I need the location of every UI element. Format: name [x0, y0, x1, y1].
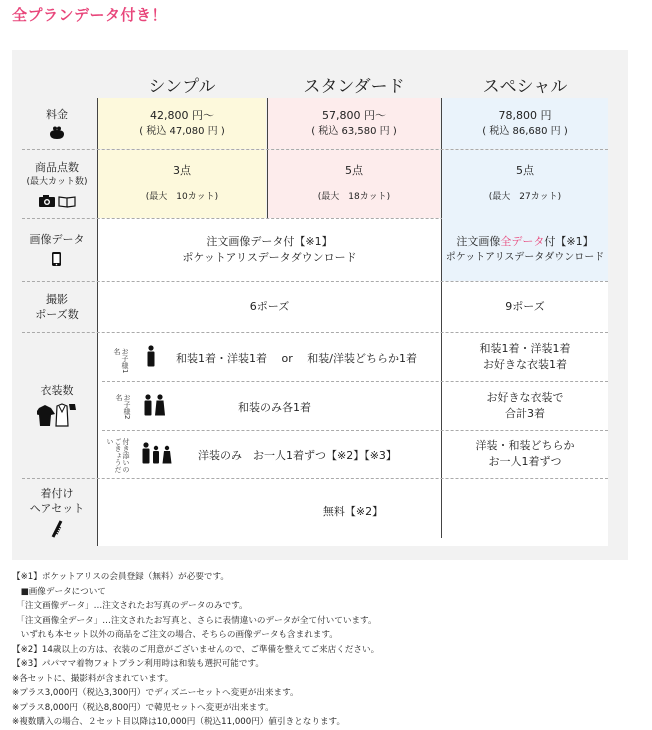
- count-special: [442, 150, 608, 218]
- costume-sub2-text: 和装のみ各1着: [238, 401, 311, 414]
- count-label: 商品点数: [35, 161, 79, 174]
- costume-sub2-special-line1: お好きな衣装で: [486, 390, 564, 404]
- poses-common: [98, 281, 441, 332]
- costume-sub1-special-line2: お好きな衣装1着: [483, 357, 567, 371]
- count-simple: [98, 150, 266, 218]
- costume-tag-3: 付き添いのごきょうだい: [106, 438, 130, 473]
- column-header-special: スペシャル: [482, 77, 568, 97]
- row-label-count: [18, 150, 96, 218]
- data-special-post: 付【※1】: [544, 234, 594, 248]
- data-special-highlight: 全データ: [500, 234, 545, 248]
- price-simple-tax: ( 税込 47,080 円 ): [139, 125, 225, 137]
- price-special: [442, 98, 608, 149]
- price-label: 料金: [46, 108, 68, 121]
- note-line: ■画像データについて: [12, 586, 106, 597]
- costume-sub2-special-line2: 合計3着: [505, 406, 545, 420]
- costume-sub1-text: 和装1着・洋装1着 or 和装/洋装どちらか1着: [176, 352, 417, 365]
- costume-sub3-special-line1: 洋装・和装どちらか: [475, 439, 575, 452]
- costume-sub2-special: [442, 381, 608, 430]
- simple-standard-divider: [267, 98, 268, 218]
- data-special: [442, 218, 608, 281]
- comb-icon: [50, 520, 64, 538]
- data-label: 画像データ: [29, 233, 85, 246]
- count-standard: [268, 150, 440, 218]
- phone-icon: [51, 251, 63, 267]
- price-standard-main: 57,800 円〜: [322, 108, 386, 122]
- note-line: ※プラス8,000円（税込8,800円）で韓児セットへ変更が出来ます。: [12, 702, 274, 713]
- note-line: 「注文画像全データ」…注文されたお写真と、さらに表情違いのデータが全て付いています。: [12, 615, 377, 626]
- data-common-line1: 注文画像データ付【※1】: [206, 234, 333, 248]
- note-line: ※各セットに、撮影料が含まれています。: [12, 673, 174, 684]
- kimono-dress-icon: [37, 402, 77, 428]
- hair-label: 着付け: [40, 487, 74, 500]
- count-standard-cuts: (最大 18カット): [317, 192, 391, 202]
- costume-sub3-special-line2: お一人1着ずつ: [488, 455, 562, 468]
- costume-sub3-special: [442, 430, 608, 478]
- poses-special-value: 9ポーズ: [505, 299, 545, 313]
- note-line: ※プラス3,000円（税込3,300円）でディズニーセットへ変更が出来ます。: [12, 688, 299, 698]
- row-label-poses: [18, 281, 96, 332]
- price-special-tax: ( 税込 86,680 円 ): [482, 125, 568, 137]
- person-icon: [146, 345, 156, 367]
- price-special-main: 78,800 円: [498, 108, 552, 122]
- price-standard-tax: ( 税込 63,580 円 ): [311, 125, 397, 137]
- row-divider: [22, 149, 608, 150]
- hair-label-sub: ヘアセット: [29, 502, 85, 515]
- column-header-simple: シンプル: [148, 77, 216, 97]
- costume-sub1-special: [442, 332, 608, 381]
- count-simple-main: 3点: [173, 164, 191, 177]
- data-common-line2: ポケットアリスデータダウンロード: [182, 250, 357, 264]
- column-header-standard: スタンダード: [303, 77, 405, 97]
- row-label-price: [18, 98, 96, 149]
- page-heading: 全プランデータ付き！: [12, 6, 168, 24]
- poses-label-sub: ポーズ数: [35, 307, 79, 321]
- row-label-data: [18, 218, 96, 281]
- price-simple-main: 42,800 円〜: [150, 108, 214, 122]
- data-special-pre: 注文画像: [456, 234, 501, 248]
- poses-special: [442, 281, 608, 332]
- footnotes: [12, 570, 379, 730]
- note-line: 「注文画像データ」…注文されたお写真のデータのみです。: [12, 601, 248, 611]
- note-line: 【※1】ポケットアリスの会員登録（無料）が必要です。: [12, 572, 230, 582]
- count-simple-cuts: (最大 10カット): [145, 192, 219, 202]
- coin-purse-icon: [49, 126, 65, 140]
- plan-comparison-table: [18, 66, 608, 546]
- two-people-icon: [143, 394, 167, 416]
- family-icon: [141, 442, 173, 464]
- data-special-line1: [456, 234, 593, 250]
- count-special-main: 5点: [516, 164, 534, 177]
- count-standard-main: 5点: [345, 164, 363, 177]
- data-common: [98, 218, 441, 281]
- note-line: いずれも本セット以外の商品をご注文の場合、そちらの画像データも含まれます。: [12, 630, 338, 640]
- poses-label: 撮影: [46, 292, 68, 306]
- note-line: 【※2】14歳以上の方は、衣装のご用意がございませんので、ご準備を整えてご来店ください。: [12, 644, 380, 655]
- note-line: ※複数購入の場合、２セット目以降は10,000円（税込11,000円）値引きとなります。: [12, 717, 346, 727]
- data-special-line2: ポケットアリスデータダウンロード: [445, 251, 605, 263]
- row-label-costume: [18, 332, 96, 478]
- costume-sub1-special-line1: 和装1着・洋装1着: [479, 341, 571, 355]
- costume-sub3-text: 洋装のみ お一人1着ずつ【※2】【※3】: [198, 449, 397, 462]
- costume-label: 衣装数: [40, 383, 74, 397]
- hair-common-value: 無料【※2】: [322, 505, 384, 518]
- poses-common-value: 6ポーズ: [249, 299, 290, 313]
- price-simple: [98, 98, 266, 149]
- camera-book-icon: [38, 194, 76, 208]
- hair-common: [98, 478, 608, 546]
- costume-tag-2: お子様2名: [115, 394, 131, 420]
- note-line: 【※3】パパママ着物フォトプラン利用時は和装も選択可能です。: [12, 659, 264, 669]
- count-special-cuts: (最大 27カット): [488, 192, 562, 202]
- row-label-hair: [18, 478, 96, 546]
- count-label-sub: (最大カット数): [26, 177, 88, 187]
- price-standard: [268, 98, 440, 149]
- costume-tag-1: お子様1名: [113, 348, 129, 374]
